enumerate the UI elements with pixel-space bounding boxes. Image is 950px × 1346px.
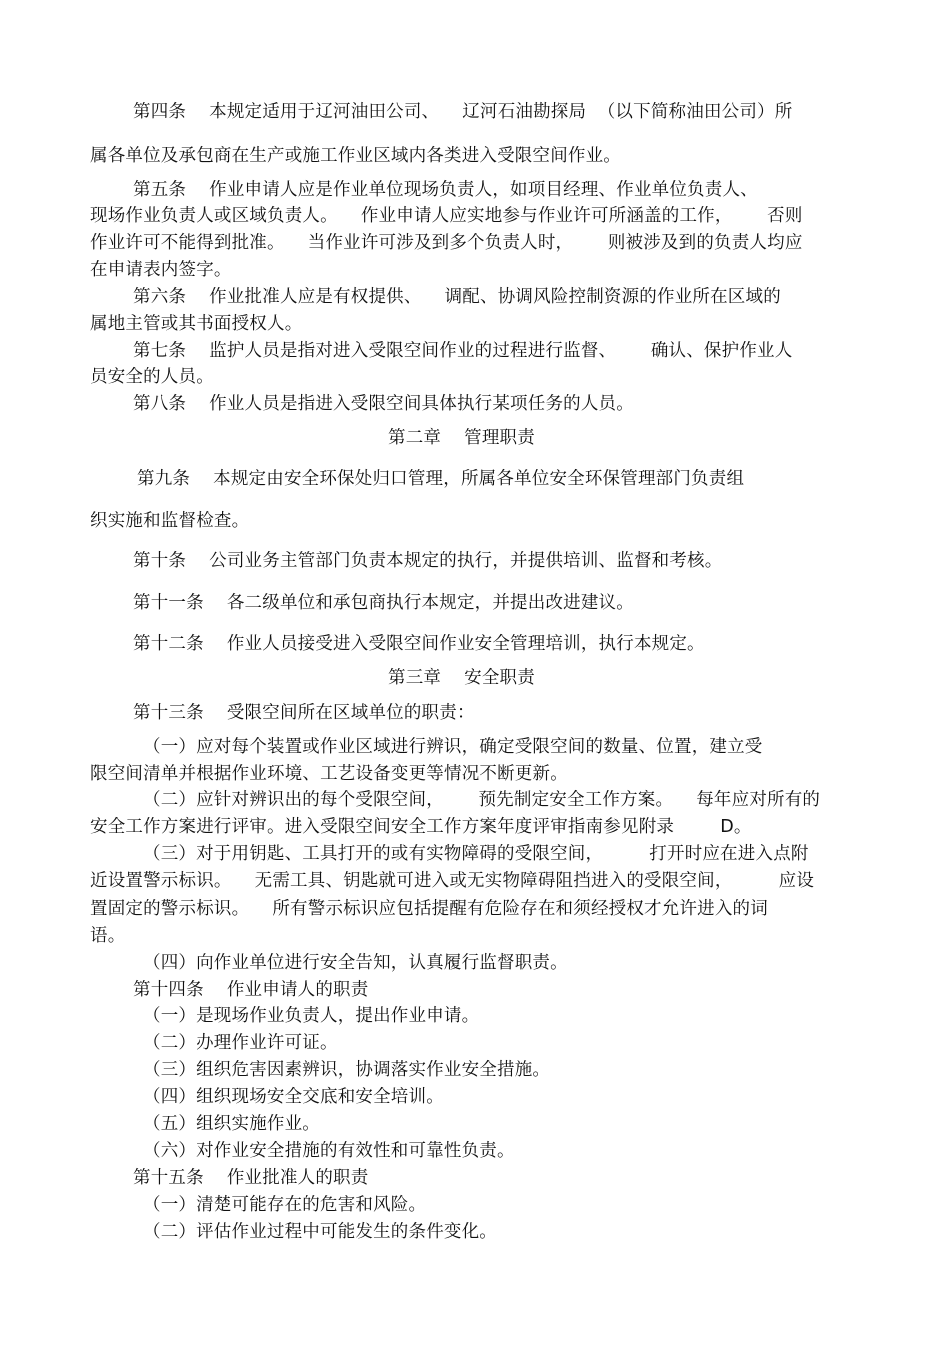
chapter-3-heading: 第三章 安全职责 [388,668,535,688]
article-7-line-2: 员安全的人员。 [90,367,214,387]
article-15-heading: 第十五条 作业批准人的职责 [133,1168,369,1188]
chapter-2-heading: 第二章 管理职责 [388,428,535,448]
article-13-item-2-line-1: （二）应针对辨识出的每个受限空间， 预先制定安全工作方案。 每年应对所有的 [143,790,821,810]
article-10-line-1: 第十条 公司业务主管部门负责本规定的执行，并提供培训、监督和考核。 [133,551,723,571]
article-13-item-1-line-2: 限空间清单并根据作业环境、工艺设备变更等情况不断更新。 [90,764,568,784]
article-9-line-2: 织实施和监督检查。 [90,511,250,531]
article-12-line-1: 第十二条 作业人员接受进入受限空间作业安全管理培训，执行本规定。 [133,634,705,654]
article-11-line-1: 第十一条 各二级单位和承包商执行本规定，并提出改进建议。 [133,593,634,613]
article-7-line-1: 第七条 监护人员是指对进入受限空间作业的过程进行监督、 确认、保护作业人 [133,341,793,361]
article-14-item-1: （一）是现场作业负责人，提出作业申请。 [143,1006,480,1026]
article-13-item-3-line-2: 近设置警示标识。 无需工具、钥匙就可进入或无实物障碍阻挡进入的受限空间， 应设 [90,871,815,891]
article-14-item-4: （四）组织现场安全交底和安全培训。 [143,1087,444,1107]
article-14-heading: 第十四条 作业申请人的职责 [133,980,369,1000]
article-4-line-1: 第四条 本规定适用于辽河油田公司、 辽河石油勘探局 （以下简称油田公司）所 [133,102,793,122]
article-13-item-3-line-4: 语。 [90,926,126,946]
article-15-item-1: （一）清楚可能存在的危害和风险。 [143,1195,427,1215]
article-14-item-5: （五）组织实施作业。 [143,1114,320,1134]
article-14-item-2: （二）办理作业许可证。 [143,1033,338,1053]
article-5-line-2: 现场作业负责人或区域负责人。 作业申请人应实地参与作业许可所涵盖的工作， 否则 [90,206,803,226]
article-9-line-1: 第九条 本规定由安全环保处归口管理，所属各单位安全环保管理部门负责组 [137,469,745,489]
article-6-line-2: 属地主管或其书面授权人。 [90,314,303,334]
article-5-line-1: 第五条 作业申请人应是作业单位现场负责人，如项目经理、作业单位负责人、 [133,180,758,200]
article-14-item-3: （三）组织危害因素辨识，协调落实作业安全措施。 [143,1060,551,1080]
article-4-line-2: 属各单位及承包商在生产或施工作业区域内各类进入受限空间作业。 [90,146,621,166]
article-6-line-1: 第六条 作业批准人应是有权提供、 调配、协调风险控制资源的作业所在区域的 [133,287,781,307]
article-13-item-3-line-1: （三）对于用钥匙、工具打开的或有实物障碍的受限空间， 打开时应在进入点附 [143,844,809,864]
article-13-item-2-line-2: 安全工作方案进行评审。进入受限空间安全工作方案年度评审指南参见附录 D。 [90,817,752,837]
article-13-line-1: 第十三条 受限空间所在区域单位的职责： [133,703,475,723]
article-13-item-4-line-1: （四）向作业单位进行安全告知，认真履行监督职责。 [143,953,568,973]
article-13-item-1-line-1: （一）应对每个装置或作业区域进行辨识，确定受限空间的数量、位置，建立受 [143,737,763,757]
article-5-line-4: 在申请表内签字。 [90,260,232,280]
article-8-line-1: 第八条 作业人员是指进入受限空间具体执行某项任务的人员。 [133,394,634,414]
article-13-item-3-line-3: 置固定的警示标识。 所有警示标识应包括提醒有危险存在和须经授权才允许进入的词 [90,899,768,919]
article-14-item-6: （六）对作业安全措施的有效性和可靠性负责。 [143,1141,515,1161]
article-15-item-2: （二）评估作业过程中可能发生的条件变化。 [143,1222,497,1242]
article-5-line-3: 作业许可不能得到批准。 当作业许可涉及到多个负责人时， 则被涉及到的负责人均应 [90,233,803,253]
